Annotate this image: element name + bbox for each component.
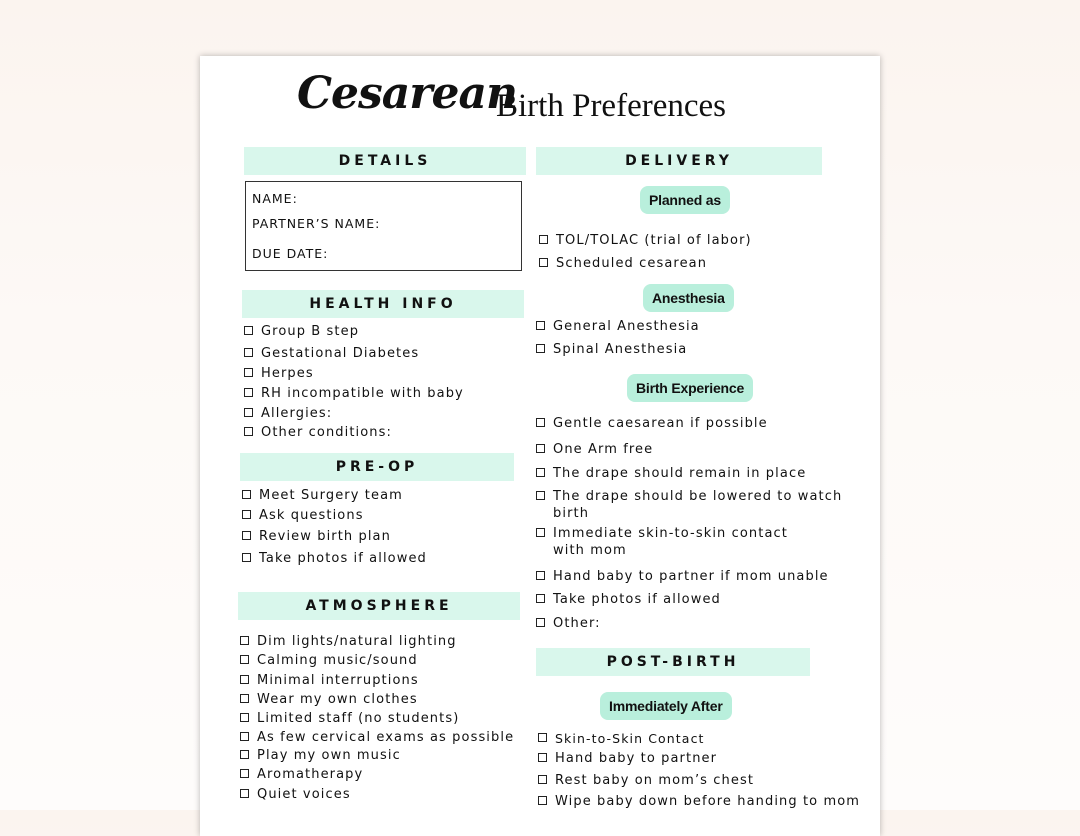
checkbox[interactable] [244, 326, 253, 335]
checklist-item[interactable]: Limited staff (no students) [240, 710, 459, 727]
checklist-item[interactable]: Take photos if allowed [242, 550, 427, 567]
checklist-item[interactable]: As few cervical exams as possible [240, 729, 514, 746]
checklist-item[interactable]: Gestational Diabetes [244, 345, 419, 362]
checkbox[interactable] [536, 418, 545, 427]
checklist-item[interactable]: Meet Surgery team [242, 487, 403, 504]
checklist-item[interactable]: General Anesthesia [536, 318, 700, 335]
immediately-after-label: Immediately After [600, 692, 732, 720]
details-box [245, 181, 522, 271]
checkbox[interactable] [538, 753, 547, 762]
checklist-item[interactable]: Group B step [244, 323, 359, 340]
checkbox[interactable] [240, 789, 249, 798]
planned-as-label: Planned as [640, 186, 730, 214]
checkbox[interactable] [536, 321, 545, 330]
checkbox[interactable] [242, 531, 251, 540]
checklist-item[interactable]: Other: [536, 615, 601, 632]
checklist-item[interactable]: TOL/TOLAC (trial of labor) [539, 232, 752, 249]
checklist-item[interactable]: Other conditions: [244, 424, 392, 441]
checklist-item[interactable]: Wear my own clothes [240, 691, 418, 708]
checklist-item[interactable]: Calming music/sound [240, 652, 418, 669]
checklist-item[interactable]: One Arm free [536, 441, 653, 458]
checkbox[interactable] [242, 490, 251, 499]
partner-name-field: PARTNER’S NAME: [252, 216, 381, 231]
name-field: NAME: [252, 191, 298, 206]
checklist-item[interactable]: Gentle caesarean if possible [536, 415, 768, 432]
checklist-item[interactable]: Take photos if allowed [536, 591, 721, 608]
checklist-item[interactable]: Scheduled cesarean [539, 255, 707, 272]
checkbox[interactable] [536, 468, 545, 477]
checkbox[interactable] [244, 427, 253, 436]
checklist-item[interactable]: RH incompatible with baby [244, 385, 464, 402]
checkbox[interactable] [538, 775, 547, 784]
checkbox[interactable] [242, 553, 251, 562]
delivery-heading: DELIVERY [536, 147, 822, 175]
checklist-item[interactable]: The drape should be lowered to watch birth [536, 488, 846, 522]
checklist-item[interactable]: Ask questions [242, 507, 364, 524]
checkbox[interactable] [538, 796, 547, 805]
checklist-item[interactable]: Aromatherapy [240, 766, 363, 783]
checklist-item[interactable]: The drape should remain in place [536, 465, 806, 482]
checkbox[interactable] [240, 732, 249, 741]
checkbox[interactable] [536, 571, 545, 580]
checkbox[interactable] [539, 258, 548, 267]
checklist-item[interactable]: Immediate skin-to-skin contact with mom [536, 525, 804, 559]
checklist-item[interactable]: Skin-to-Skin Contact [538, 730, 705, 747]
atmosphere-heading: ATMOSPHERE [238, 592, 520, 620]
health-info-heading: HEALTH INFO [242, 290, 524, 318]
checkbox[interactable] [538, 733, 547, 742]
checklist-item[interactable]: Quiet voices [240, 786, 351, 803]
checkbox[interactable] [536, 594, 545, 603]
checkbox[interactable] [244, 388, 253, 397]
details-heading: DETAILS [244, 147, 526, 175]
checkbox[interactable] [536, 344, 545, 353]
checklist-item[interactable]: Herpes [244, 365, 314, 382]
checklist-item[interactable]: Hand baby to partner [538, 750, 717, 767]
checklist-item[interactable]: Review birth plan [242, 528, 391, 545]
checklist-item[interactable]: Hand baby to partner if mom unable [536, 568, 829, 585]
checkbox[interactable] [536, 618, 545, 627]
checklist-item[interactable]: Rest baby on mom’s chest [538, 772, 754, 789]
checkbox[interactable] [536, 528, 545, 537]
title-script: Cesarean [297, 68, 517, 119]
checklist-item[interactable]: Minimal interruptions [240, 672, 419, 689]
checkbox[interactable] [240, 769, 249, 778]
checkbox[interactable] [240, 636, 249, 645]
checkbox[interactable] [539, 235, 548, 244]
checkbox[interactable] [240, 694, 249, 703]
due-date-field: DUE DATE: [252, 246, 329, 261]
checklist-item[interactable]: Spinal Anesthesia [536, 341, 687, 358]
birth-preferences-sheet [200, 56, 880, 836]
anesthesia-label: Anesthesia [643, 284, 734, 312]
title-serif: Birth Preferences [496, 88, 726, 124]
checkbox[interactable] [244, 408, 253, 417]
checkbox[interactable] [240, 675, 249, 684]
birth-experience-label: Birth Experience [627, 374, 753, 402]
checkbox[interactable] [240, 655, 249, 664]
checkbox[interactable] [244, 348, 253, 357]
pre-op-heading: PRE-OP [240, 453, 514, 481]
checklist-item[interactable]: Wipe baby down before handing to mom [538, 793, 860, 810]
checkbox[interactable] [536, 491, 545, 500]
post-birth-heading: POST-BIRTH [536, 648, 810, 676]
checkbox[interactable] [536, 444, 545, 453]
checkbox[interactable] [242, 510, 251, 519]
checkbox[interactable] [240, 750, 249, 759]
checklist-item[interactable]: Play my own music [240, 747, 401, 764]
checkbox[interactable] [240, 713, 249, 722]
checkbox[interactable] [244, 368, 253, 377]
checklist-item[interactable]: Dim lights/natural lighting [240, 633, 457, 650]
checklist-item[interactable]: Allergies: [244, 405, 332, 422]
